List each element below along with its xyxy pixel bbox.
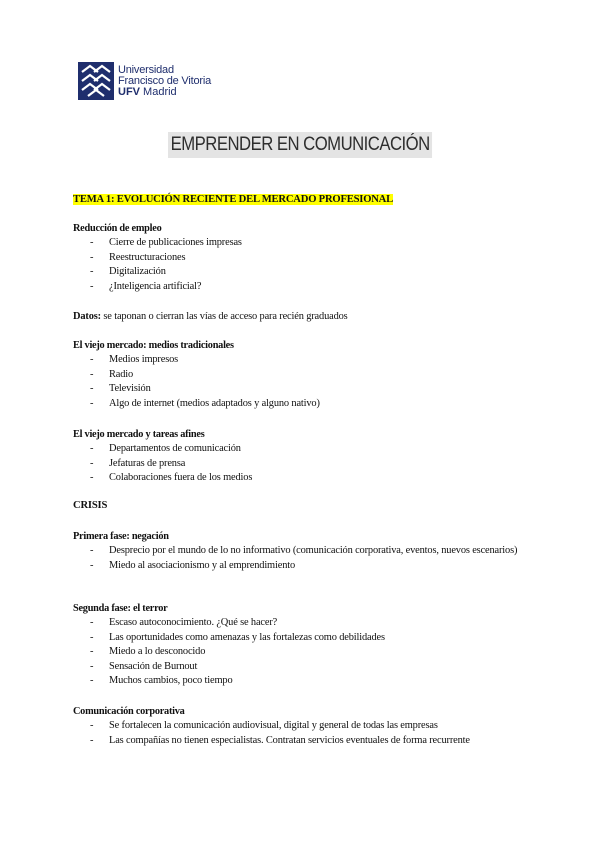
bullet-list [73,442,533,486]
list-item: - Radio [73,368,533,383]
logo-line-universidad: Universidad [118,64,174,76]
list-item: - Escaso autoconocimiento. ¿Qué se hacer? [73,616,533,631]
section-heading: El viejo mercado y tareas afines [73,429,205,440]
list-item: - Cierre de publicaciones impresas [73,236,533,251]
tema-heading: TEMA 1: EVOLUCIÓN RECIENTE DEL MERCADO PROFESIONAL [73,194,393,205]
bullet-list [73,616,533,689]
list-item: - Se fortalecen la comunicación audiovisual, digital y general de todas las empresas [73,719,533,734]
section-segunda-fase [73,602,533,689]
logo-ufv-bold: UFV [118,86,140,98]
section-primera-fase [73,530,533,573]
list-item: - Digitalización [73,265,533,280]
list-item: - Las compañías no tienen especialistas. Contratan servicios eventuales de forma recurrente [73,734,533,749]
bullet-list [73,544,533,573]
section-tareas-afines [73,428,533,486]
page-title: EMPRENDER EN COMUNICACIÓN [168,132,432,158]
datos-label: Datos: [73,311,101,322]
list-item: - ¿Inteligencia artificial? [73,280,533,295]
title-container [0,132,600,158]
list-item: - Colaboraciones fuera de los medios [73,471,533,486]
list-item: - Jefaturas de prensa [73,457,533,472]
list-item: - Muchos cambios, poco tiempo [73,674,533,689]
section-heading: El viejo mercado: medios tradicionales [73,340,234,351]
section-reduccion [73,222,533,294]
tema-heading-block [73,194,533,205]
list-item: - Miedo a lo desconocido [73,645,533,660]
datos-paragraph [73,310,533,324]
section-heading: Comunicación corporativa [73,706,185,717]
section-heading: Primera fase: negación [73,531,169,542]
bullet-list [73,353,533,411]
list-item: - Medios impresos [73,353,533,368]
section-heading: Reducción de empleo [73,223,162,234]
logo-madrid: Madrid [140,86,177,98]
list-item: - Reestructuraciones [73,251,533,266]
list-item: - Sensación de Burnout [73,660,533,675]
datos-text: se taponan o cierran las vías de acceso para recién graduados [100,311,348,322]
logo-line-ufv [118,87,211,98]
list-item: - Las oportunidades como amenazas y las fortalezas como debilidades [73,631,533,646]
ufv-logo-icon [78,62,114,100]
bullet-list [73,719,533,748]
crisis-heading: CRISIS [73,500,108,511]
section-comunicacion-corporativa [73,705,533,748]
list-item: - Miedo al asociacionismo y al emprendimiento [73,559,533,574]
list-item: - Televisión [73,382,533,397]
list-item: - Departamentos de comunicación [73,442,533,457]
bullet-list [73,236,533,294]
section-heading: Segunda fase: el terror [73,603,168,614]
logo-line-francisco: Francisco de Vitoria [118,75,212,87]
list-item: - Desprecio por el mundo de lo no informativo (comunicación corporativa, eventos, nuevos escenarios) [73,544,533,559]
section-viejo-mercado [73,339,533,411]
list-item: - Algo de internet (medios adaptados y alguno nativo) [73,397,533,412]
logo-wordmark [118,65,211,98]
university-logo [78,62,238,102]
